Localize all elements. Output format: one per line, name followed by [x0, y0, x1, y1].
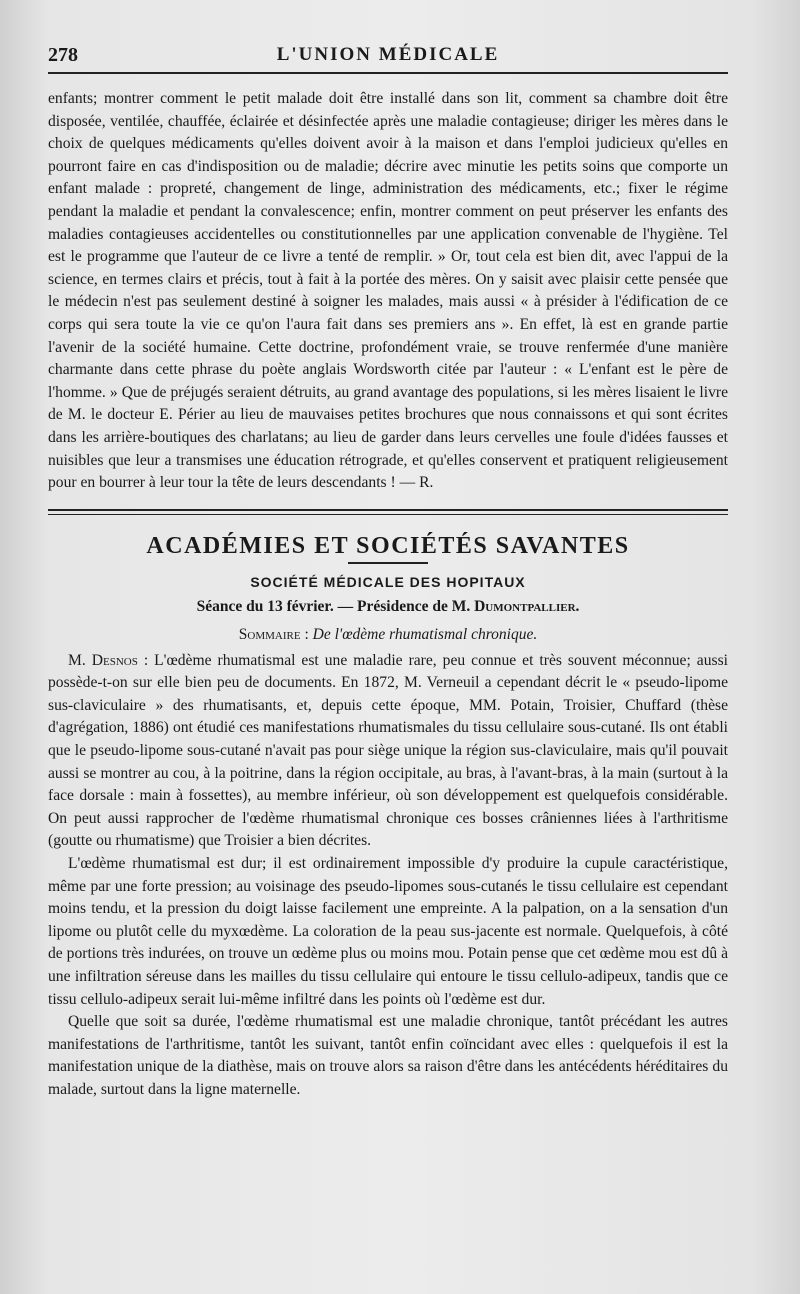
report-paragraph-1 [48, 650, 728, 853]
section-divider [48, 509, 728, 515]
summary-text: De l'œdème rhumatismal chronique. [312, 625, 538, 643]
report-paragraph-2: L'œdème rhumatismal est dur; il est ordinairement impossible d'y produire la cupule caractéristique, même par une forte pression; au voisinage des pseudo-lipomes sous-cutanés le tissu cellulaire est cependant moins tendu, et la pression du doigt laisse facilement une empreinte. A la palpation, on a la sensation d'un lipome ou plutôt celle du myxœdème. La coloration de la peau sus-jacente est normale. Quelquefois, à côté de portions très indurées, on trouve un œdème plus ou moins mou. Potain pense que cet œdème mou est dû à une infiltration séreuse dans les mailles du tissu cellulaire qui entoure le tissu cellulo-adipeux, tandis que ce tissu cellulo-adipeux serait lui-même infiltré dans les points où l'œdème est dur. [48, 855, 728, 1008]
page-number: 278 [48, 44, 78, 66]
summary-line [48, 626, 728, 644]
speaker-name: M. Desnos [68, 651, 138, 669]
review-paragraph: enfants; montrer comment le petit malade doit être installé dans son lit, comment sa chambre doit être disposée, ventilée, chauffée, éclairée et désinfectée après une maladie contagieuse; diriger les mères dans le choix de quelques médicaments qu'elles doivent avoir à la maison et dans l'emploi judicieux qu'elles en pourront faire en cas d'indisposition ou de maladie; décrire avec minutie les petits soins que comporte un enfant malade : propreté, changement de linge, administration des médicaments, etc.; fixer le régime pendant la maladie et pendant la convalescence; enfin, montrer comment on peut préserver les enfants des maladies contagieuses accidentelles ou constitutionnelles par une application convenable de l'hygiène. Tel est le programme que l'auteur de ce livre a tenté de remplir. » Or, tout cela est bien dit, avec l'appui de la science, en termes clairs et précis, tout à fait à la portée des mères. On y saisit avec plaisir cette pensée que le médecin n'est pas seulement destiné à soigner les malades, mais aussi « à présider à l'édification de ce corps qui sera toute la vie ce qu'on l'aura fait dans ses premiers ans ». En effet, là est en grande partie l'avenir de la société humaine. Cette doctrine, profondément vraie, se trouve renfermée d'une manière charmante dans cette phrase du poète anglais Wordsworth citée par l'auteur : « L'enfant est le père de l'homme. » Que de préjugés seraient détruits, au grand avantage des populations, si les mères lisaient le livre de M. le docteur E. Périer au lieu de mauvaises petites brochures que nous connaissons et qui sont écrites dans les arrière-boutiques des charlatans; au lieu de garder dans leurs cervelles une foule d'idées fausses et nuisibles que leur a transmises une éducation rétrograde, et qu'elles conservent et pratiquent religieusement pour en bourrer à leur tour la tête de leurs descendants ! — R. [48, 90, 728, 492]
journal-title: L'UNION MÉDICALE [276, 44, 500, 65]
session-line [48, 598, 728, 616]
society-name: SOCIÉTÉ MÉDICALE DES HOPITAUX [250, 573, 526, 590]
session-president: Dumontpallier. [474, 597, 580, 615]
section-title: ACADÉMIES ET SOCIÉTÉS SAVANTES [146, 532, 630, 559]
running-head [48, 38, 728, 74]
session-prefix: Séance du 13 février. — Présidence de M. [196, 597, 475, 615]
summary-label: Sommaire [238, 625, 301, 643]
summary-sep: : [300, 625, 313, 643]
title-underline [348, 562, 428, 564]
report-paragraph-1-text: : L'œdème rhumatismal est une maladie rare, peu connue et très souvent méconnue; aussi possède-t-on sur elle bien peu de documents. En 1872, M. Verneuil a cependant décrit le « pseudo-lipome sus-claviculaire » des rhumatisants, et, depuis cette époque, MM. Potain, Troisier, Chuffard (thèse d'agrégation, 1886) ont étudié ces manifestations rhumatismales du tissu cellulaire sous-cutané. Ils ont établi que le pseudo-lipome sous-cutané n'avait pas pour siège unique la région sus-claviculaire, mais qu'il pouvait aussi se montrer au cou, à la poitrine, dans la région occipitale, au bras, à l'avant-bras, à la main (surtout à la face dorsale : main à fossettes), au membre inférieur, où son développement est quelquefois considérable. On peut aussi rapprocher de l'œdème rhumatismal chronique ces bosses crâniennes liées à l'arthritisme (goutte ou rhumatisme) que Troisier a bien décrites. [48, 651, 728, 850]
report-paragraph-3: Quelle que soit sa durée, l'œdème rhumatismal est une maladie chronique, tantôt précédant les autres manifestations de l'arthritisme, tantôt les suivant, tantôt enfin coïncidant avec elles : quelquefois il est la manifestation unique de la diathèse, mais on trouve alors sa raison d'être dans les antécédents héréditaires du malade, surtout dans la ligne maternelle. [48, 1013, 728, 1098]
